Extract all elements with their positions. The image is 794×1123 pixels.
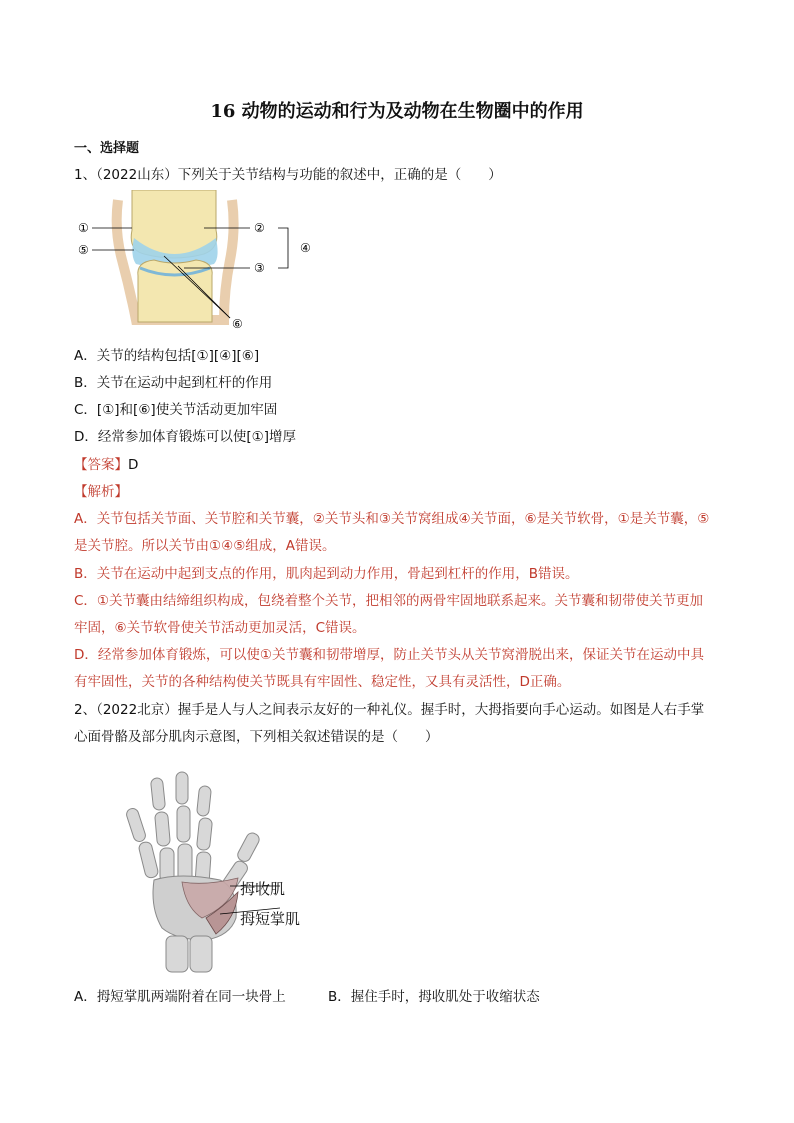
q2-option-b: B．握住手时，拇收肌处于收缩状态 xyxy=(328,989,540,1005)
analysis-tag: 【解析】 xyxy=(74,484,128,500)
label-5: ⑤ xyxy=(78,243,89,257)
q2-stem-line: 2、（2022北京）握手是人与人之间表示友好的一种礼仪。握手时，大拇指要向手心运动。如图是人右手掌 xyxy=(74,702,705,718)
answer-line xyxy=(74,453,138,473)
q1-option-b: B．关节在运动中起到杠杆的作用 xyxy=(74,375,273,391)
analysis-line: 是关节腔。所以关节由①④⑤组成，A错误。 xyxy=(74,538,336,554)
q2-option-a: A．拇短掌肌两端附着在同一块骨上 xyxy=(74,989,286,1005)
label-2: ② xyxy=(254,221,265,235)
analysis-line: B．关节在运动中起到支点的作用，肌肉起到动力作用，骨起到杠杆的作用，B错误。 xyxy=(74,566,579,582)
label-3: ③ xyxy=(254,261,265,275)
label-4: ④ xyxy=(300,241,311,255)
analysis-line: C．①关节囊由结缔组织构成，包绕着整个关节，把相邻的两骨牢固地联系起来。关节囊和韧带使关节更加 xyxy=(74,593,704,609)
answer-tag: 【答案】 xyxy=(74,457,128,473)
label-short-palmar: 拇短掌肌 xyxy=(240,910,301,928)
hand-diagram xyxy=(110,768,330,973)
label-adductor-pollicis: 拇收肌 xyxy=(240,880,286,898)
label-6: ⑥ xyxy=(232,317,243,330)
answer-value: D xyxy=(128,457,139,473)
analysis-line: 牢固，⑥关节软骨使关节活动更加灵活，C错误。 xyxy=(74,620,366,636)
q2-stem-line: 心面骨骼及部分肌肉示意图，下列相关叙述错误的是（ ） xyxy=(74,729,439,745)
q1-option-a: A．关节的结构包括[①][④][⑥] xyxy=(74,348,260,364)
q1-stem: 1、（2022山东）下列关于关节结构与功能的叙述中，正确的是（ ） xyxy=(74,167,502,183)
q1-option-c: C．[①]和[⑥]使关节活动更加牢固 xyxy=(74,402,278,418)
analysis-line: 有牢固性，关节的各种结构使关节既具有牢固性、稳定性，又具有灵活性，D正确。 xyxy=(74,674,571,690)
section-heading: 一、选择题 xyxy=(74,141,140,156)
joint-diagram xyxy=(74,190,334,330)
label-1: ① xyxy=(78,221,89,235)
analysis-line: D．经常参加体育锻炼，可以使①关节囊和韧带增厚，防止关节头从关节窝滑脱出来，保证关节在运动中具 xyxy=(74,647,704,663)
q1-option-d: D．经常参加体育锻炼可以使[①]增厚 xyxy=(74,429,297,445)
page-title: 16 动物的运动和行为及动物在生物圈中的作用 xyxy=(210,101,584,122)
analysis-line: A．关节包括关节面、关节腔和关节囊，②关节头和③关节窝组成④关节面，⑥是关节软骨，①是关节囊，⑤ xyxy=(74,511,710,527)
